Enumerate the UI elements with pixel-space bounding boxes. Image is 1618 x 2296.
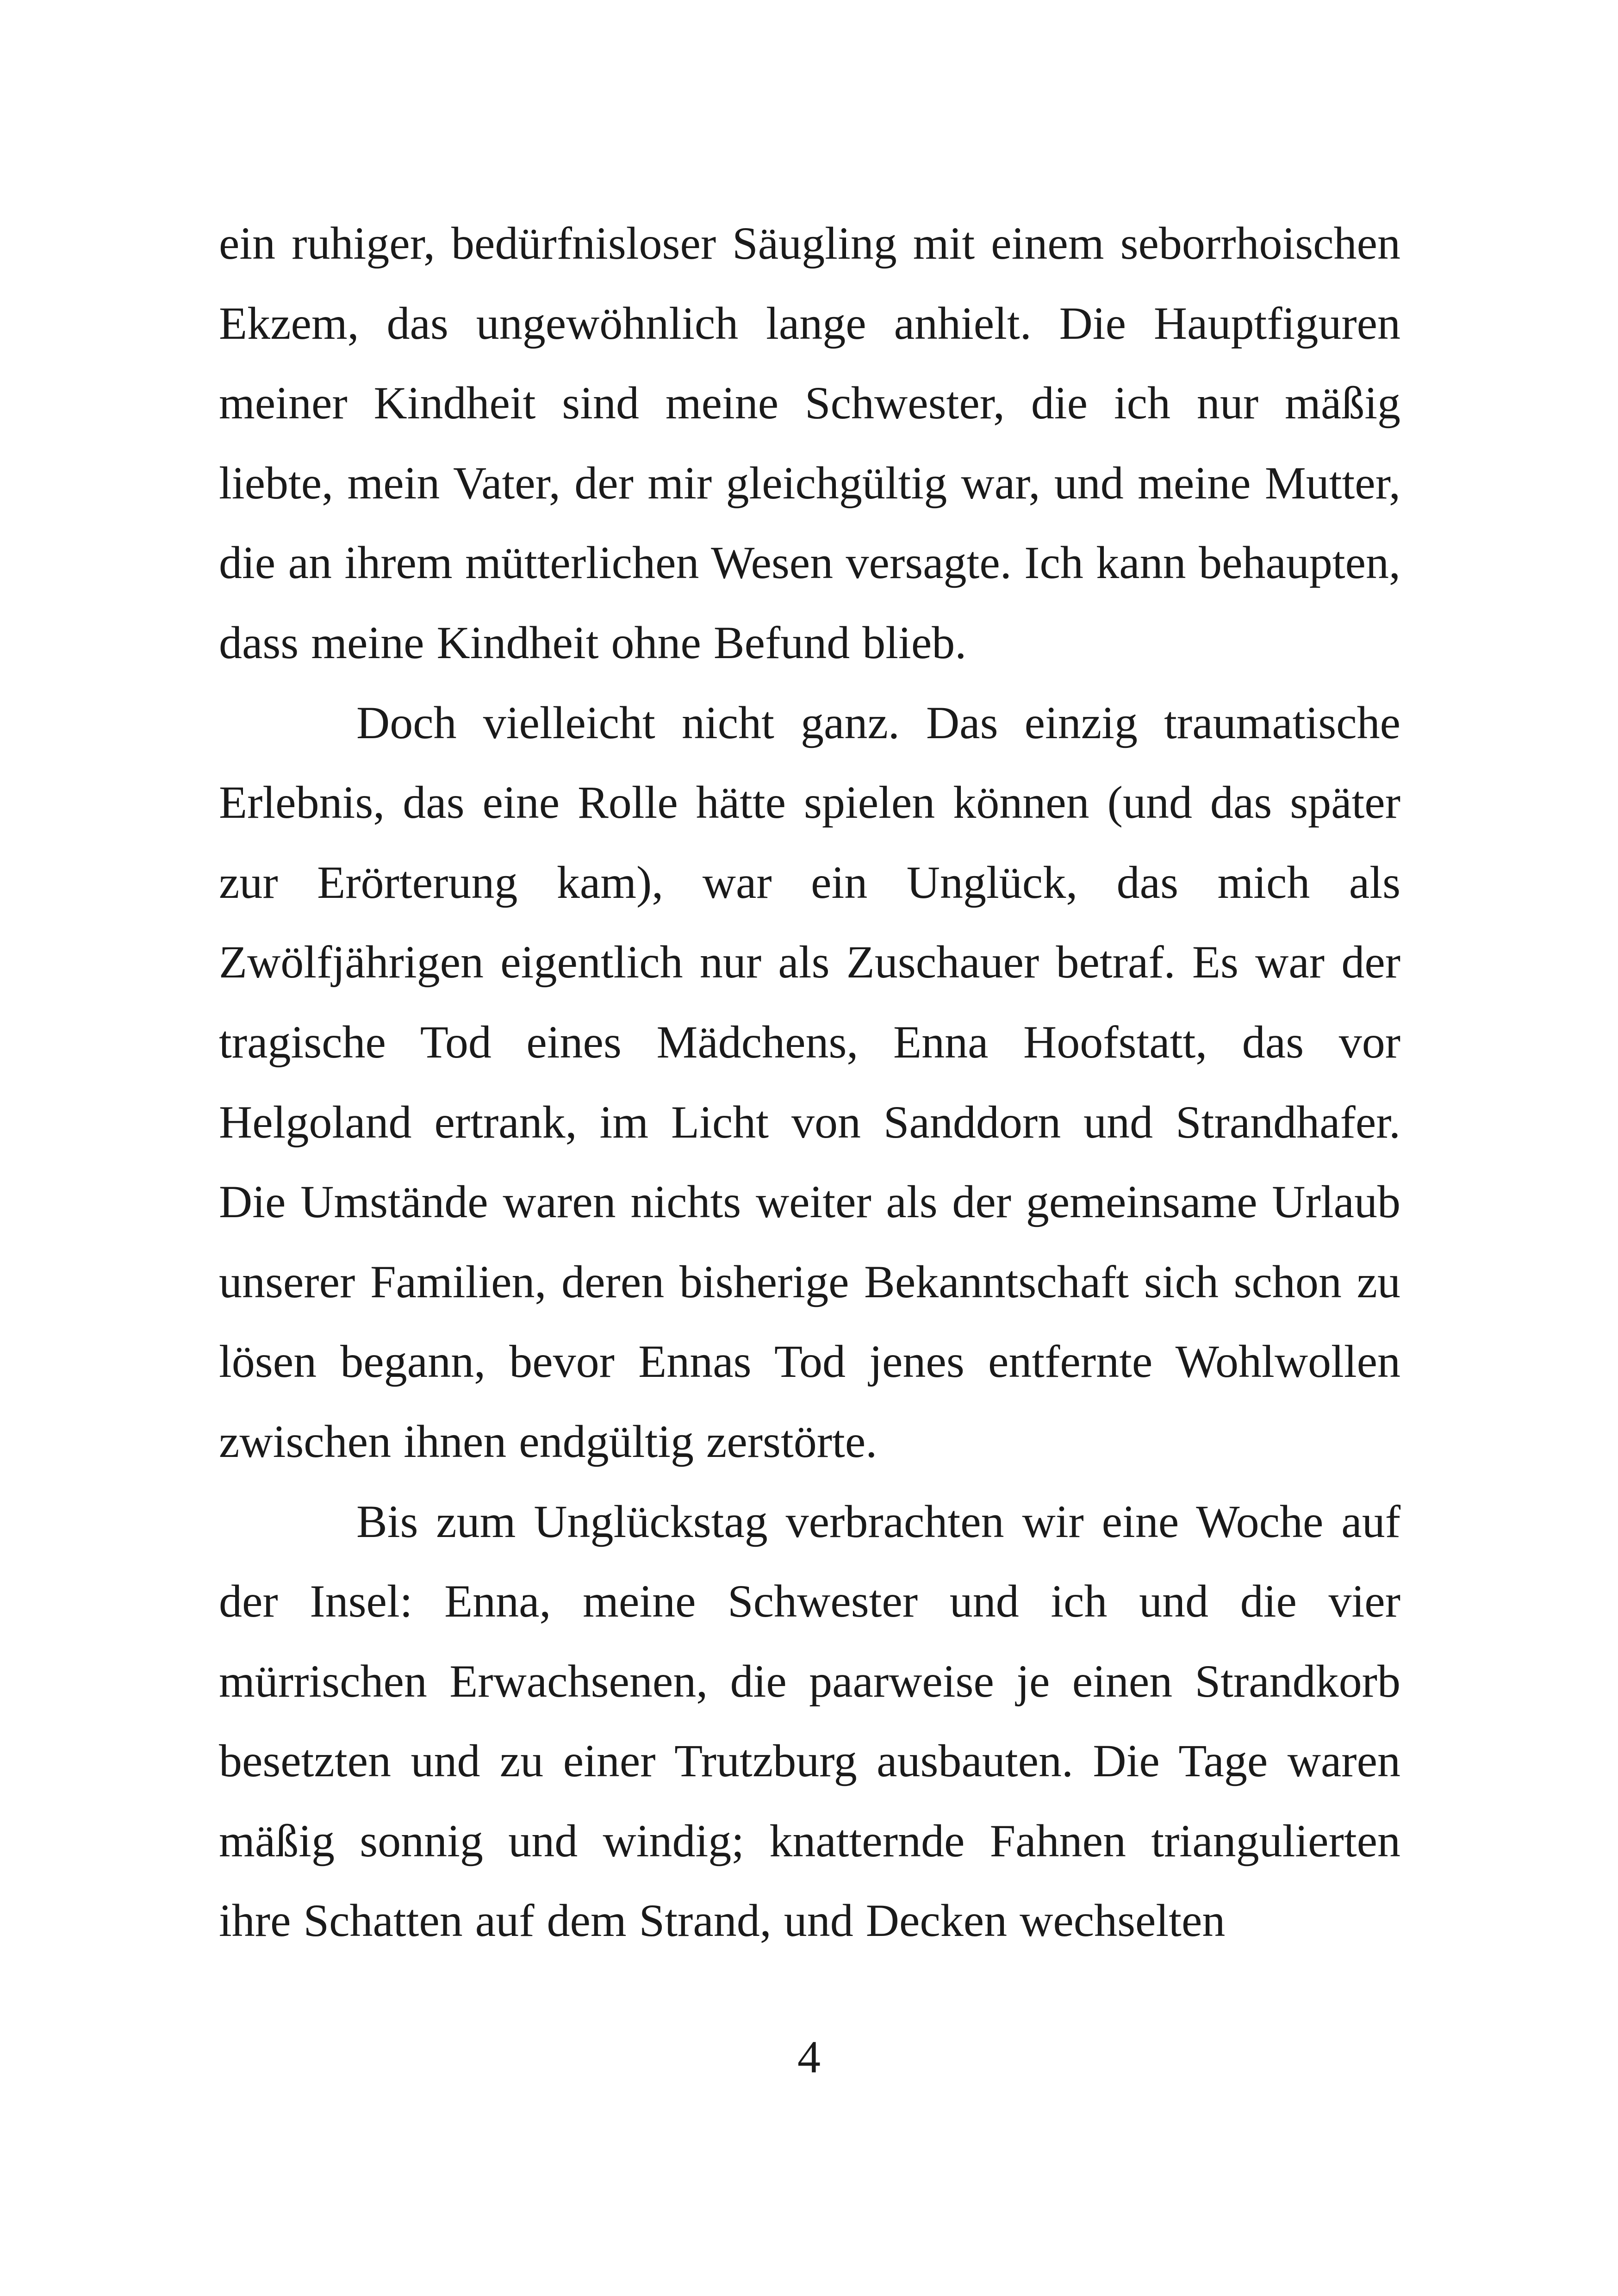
paragraph-2: Doch vielleicht nicht ganz. Das einzig traumatische Erlebnis, das eine Rolle hätte spielen können (und das später zur Erörterung kam), war ein Unglück, das mich als Zwölfjährigen eigentlich nur als Zuschauer betraf. Es war der tragische Tod eines Mädchens, Enna Hoofstatt, das vor Helgoland ertrank, im Licht von Sanddorn und Strandhafer. Die Umstände waren nichts weiter als der gemeinsame Urlaub unserer Familien, deren bisherige Bekanntschaft sich schon zu lösen begann, bevor Ennas Tod jenes entfernte Wohlwollen zwischen ihnen endgültig zerstörte. [219, 697, 1400, 1467]
body-text [219, 204, 1400, 1961]
paragraph-1: ein ruhiger, bedürfnisloser Säugling mit einem seborrhoischen Ekzem, das ungewöhnlich lange anhielt. Die Hauptfiguren meiner Kindheit sind meine Schwester, die ich nur mäßig liebte, mein Vater, der mir gleichgültig war, und meine Mutter, die an ihrem mütterlichen Wesen versagte. Ich kann behaupten, dass meine Kindheit ohne Befund blieb. [219, 218, 1400, 668]
page-number: 4 [797, 2031, 821, 2083]
paragraph-3: Bis zum Unglückstag verbrachten wir eine Woche auf der Insel: Enna, meine Schwester und ich und die vier mürrischen Erwachsenen, die paarweise je einen Strandkorb besetzten und zu einer Trutzburg ausbauten. Die Tage waren mäßig sonnig und windig; knatternde Fahnen triangulierten ihre Schatten auf dem Strand, und Decken wechselten [219, 1495, 1400, 1947]
